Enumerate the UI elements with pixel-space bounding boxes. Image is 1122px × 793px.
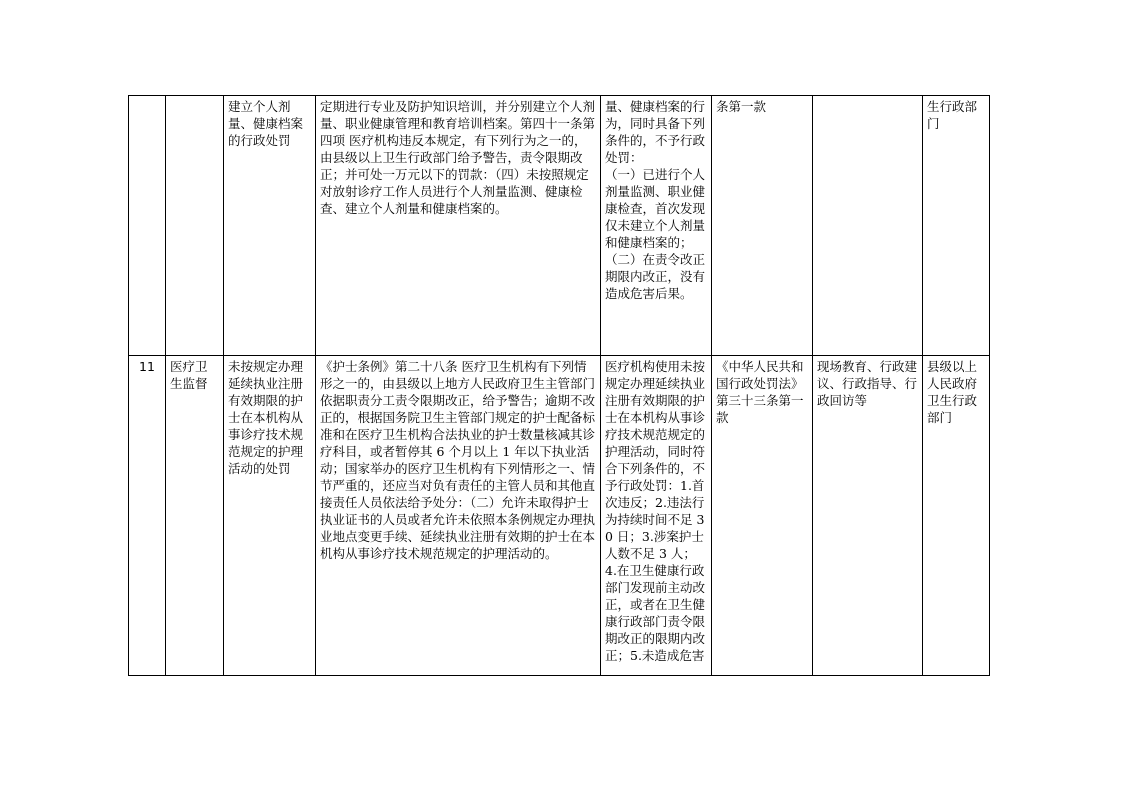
category-cell: 医疗卫生监督 [166,356,224,676]
table-row [129,96,990,356]
authority-cell: 县级以上人民政府卫生行政部门 [923,356,990,676]
measures-cell: 现场教育、行政建议、行政指导、行政回访等 [813,356,923,676]
item-name-cell: 建立个人剂量、健康档案的行政处罚 [224,96,316,356]
basis-cell: 定期进行专业及防护知识培训，并分别建立个人剂量、职业健康管理和教育培训档案。第四十一条第四项 医疗机构违反本规定，有下列行为之一的，由县级以上卫生行政部门给予警告，责令限期改正；并可处一万元以下的罚款：（四）未按照规定对放射诊疗工作人员进行个人剂量监测、健康检查、建立个人剂量和健康档案的。 [316,96,601,356]
authority-cell: 生行政部门 [923,96,990,356]
row-number-cell: 11 [129,356,166,676]
conditions-cell: 医疗机构使用未按规定办理延续执业注册有效期限的护士在本机构从事诊疗技术规范规定的护理活动，同时符合下列条件的，不予行政处罚：1.首次违反；2.违法行为持续时间不足 30 日；3.涉案护士人数不足 3 人；4.在卫生健康行政部门发现前主动改正，或者在卫生健康行政部门责令限期改正的限期内改正；5.未造成危害 [601,356,712,676]
category-cell [166,96,224,356]
legal-ref-cell: 《中华人民共和国行政处罚法》第三十三条第一款 [712,356,813,676]
legal-ref-cell: 条第一款 [712,96,813,356]
regulation-table [128,95,990,676]
row-number-cell [129,96,166,356]
item-name-cell: 未按规定办理延续执业注册有效期限的护士在本机构从事诊疗技术规范规定的护理活动的处罚 [224,356,316,676]
basis-cell: 《护士条例》第二十八条 医疗卫生机构有下列情形之一的，由县级以上地方人民政府卫生主管部门依据职责分工责令限期改正，给予警告；逾期不改正的，根据国务院卫生主管部门规定的护士配备标准和在医疗卫生机构合法执业的护士数量核减其诊疗科目，或者暂停其 6 个月以上 1 年以下执业活动；国家举办的医疗卫生机构有下列情形之一、情节严重的，还应当对负有责任的主管人员和其他直接责任人员依法给予处分：（二）允许未取得护士执业证书的人员或者允许未依照本条例规定办理执业地点变更手续、延续执业注册有效期的护士在本机构从事诊疗技术规范规定的护理活动的。 [316,356,601,676]
conditions-text: 量、健康档案的行为，同时具备下列条件的，不予行政处罚： （一）已进行个人剂量监测、职业健康检查，首次发现仅未建立个人剂量和健康档案的； （二）在责令改正期限内改正，没有造成危害后果。 [605,99,706,301]
table-row [129,356,990,676]
measures-cell [813,96,923,356]
conditions-cell [601,96,712,356]
